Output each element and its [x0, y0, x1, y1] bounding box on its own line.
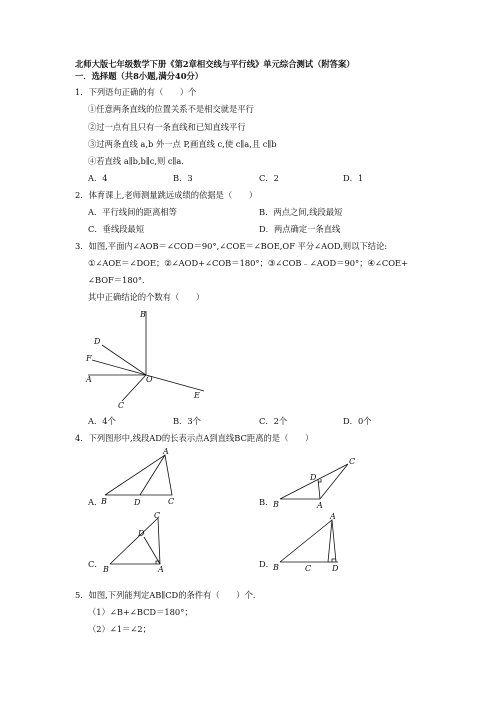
- q2-option-a: A．平行线间的距离相等: [88, 207, 177, 217]
- q1-stem: 1．下列语句正确的有（ ）个: [75, 87, 197, 97]
- label-o: O: [146, 375, 153, 384]
- q1-statement-1: ①任意两条直线的位置关系不是相交就是平行: [88, 104, 254, 114]
- q4-option-c-label: C．: [88, 559, 103, 569]
- q4-figure-b: [270, 452, 370, 510]
- ray-od: [102, 345, 146, 375]
- segment-ad: [144, 537, 160, 564]
- q5-condition-1: （1）∠B+∠BCD＝180°；: [88, 607, 193, 617]
- q4-option-a-label: A．: [88, 497, 103, 507]
- q5-condition-2: （2）∠1＝∠2；: [88, 624, 151, 634]
- label-a: A: [86, 375, 92, 384]
- label-b: B: [140, 310, 146, 319]
- label-d: D: [134, 498, 141, 507]
- ray-oe: [146, 375, 204, 391]
- q2-option-b: B．两点之间,线段最短: [259, 207, 343, 217]
- q4-figure-d: [270, 510, 370, 576]
- q4-stem: 4．下列图形中,线段AD的长表示点A到直线BC距离的是（ ）: [75, 433, 314, 443]
- section-heading: 一．选择题（共8小题,满分40分）: [75, 71, 204, 81]
- label-c: C: [154, 512, 161, 520]
- label-d: D: [138, 529, 145, 538]
- q1-statement-2: ②过一点有且只有一条直线和已知直线平行: [88, 122, 246, 132]
- ray-oc: [122, 375, 146, 401]
- label-a: A: [317, 501, 323, 510]
- ray-of: [92, 360, 146, 375]
- label-d: D: [332, 564, 339, 573]
- q3-stem: 3．如图,平面内∠AOB＝∠COD＝90°,∠COE＝∠BOE,OF 平分∠AOD,则以下结论:: [75, 241, 388, 251]
- q5-stem: 5．如图,下列能判定AB∥CD的条件有（ ）个．: [75, 590, 262, 600]
- label-b: B: [101, 497, 107, 506]
- segment-ad: [140, 455, 165, 495]
- label-c: C: [168, 497, 175, 506]
- q4-option-d-label: D．: [259, 559, 274, 569]
- label-a: A: [158, 565, 164, 574]
- q1-option-b: B．3: [173, 173, 193, 183]
- q3-option-b: B．3个: [173, 416, 201, 426]
- label-a: A: [330, 512, 336, 521]
- segment-ad: [332, 520, 336, 562]
- q3-option-a: A．4个: [88, 416, 116, 426]
- q3-angle-figure: [80, 305, 220, 410]
- q2-stem: 2．体育课上,老师测量跳远成绩的依据是（ ）: [75, 190, 258, 200]
- q2-option-c: C．垂线段最短: [88, 224, 145, 234]
- label-b: B: [273, 500, 279, 509]
- q3-option-c: C．2个: [259, 416, 288, 426]
- label-f: F: [86, 354, 92, 363]
- label-d: D: [310, 473, 317, 482]
- q4-figure-a: [100, 447, 200, 510]
- q1-statement-4: ④若直线 a∥b,b∥c,则 c∥a．: [88, 156, 190, 166]
- label-c: C: [349, 457, 356, 466]
- label-b: B: [103, 565, 109, 574]
- triangle-abc: [110, 518, 160, 564]
- label-a: A: [163, 447, 169, 456]
- q1-statement-3: ③过两条直线 a,b 外一点 P,画直线 c,使 c∥a,且 c∥b: [88, 139, 277, 149]
- label-c: C: [118, 401, 125, 410]
- triangle-abc: [105, 455, 172, 495]
- q3-option-d: D．0个: [343, 416, 372, 426]
- label-e: E: [194, 391, 200, 400]
- q1-option-d: D．1: [343, 173, 364, 183]
- q2-option-d: D．两点确定一条直线: [259, 224, 341, 234]
- q3-conclusions-line2: ∠BOF＝180°．: [88, 275, 151, 285]
- label-b: B: [273, 563, 279, 572]
- q1-option-c: C．2: [259, 173, 279, 183]
- q3-question: 其中正确结论的个数有（ ）: [88, 292, 205, 302]
- q3-conclusions-line1: ①∠AOE＝∠DOE；②∠AOD+∠COB＝180°；③∠COB﹣∠AOD＝90°；④∠COE+: [88, 258, 409, 268]
- q4-figure-c: [100, 512, 180, 574]
- label-c: C: [305, 564, 312, 573]
- q4-option-b-label: B．: [259, 497, 274, 507]
- document-title: 北师大版七年级数学下册《第2章相交线与平行线》单元综合测试（附答案）: [75, 59, 355, 69]
- label-d: D: [94, 337, 101, 346]
- q1-option-a: A．4: [88, 173, 108, 183]
- triangle-abc: [280, 520, 332, 562]
